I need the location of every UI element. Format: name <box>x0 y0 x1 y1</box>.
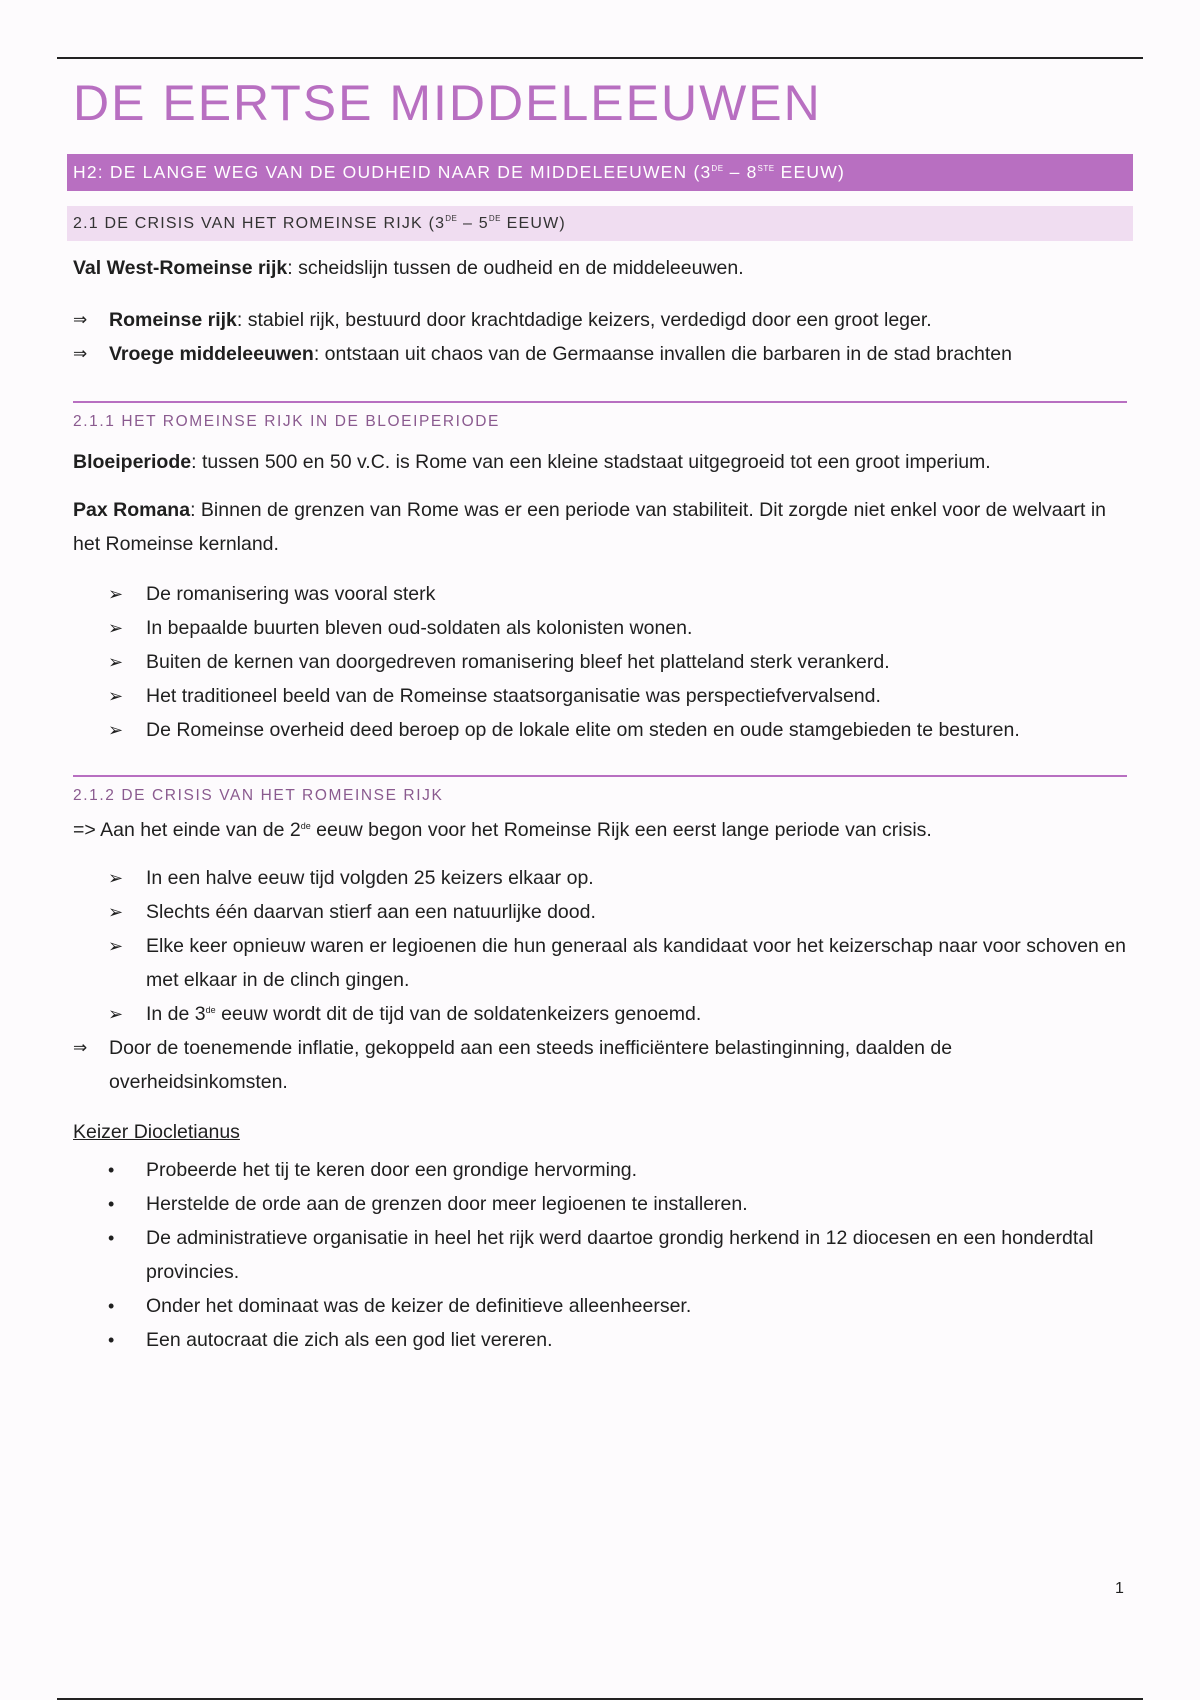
document-title: DE EERTSE MIDDELEEUWEN <box>73 75 822 131</box>
arrow-bullet-icon: ➢ <box>108 618 124 638</box>
subsection-heading-2-1-1: 2.1.1 HET ROMEINSE RIJK IN DE BLOEIPERIODE <box>73 401 1127 433</box>
arrow-bullet-icon: ➢ <box>108 868 124 888</box>
subsection-heading-2-1-2: 2.1.2 DE CRISIS VAN HET ROMEINSE RIJK <box>73 775 1127 807</box>
diocletianus-list <box>73 1153 1133 1357</box>
top-rule <box>57 57 1143 59</box>
arrow-bullet-icon: ➢ <box>108 652 124 672</box>
bloeiperiode-list <box>73 577 1133 747</box>
document-body <box>73 66 1133 1357</box>
implies-arrow-icon: ⇒ <box>73 310 88 329</box>
diocletianus-heading: Keizer Diocletianus <box>73 1121 240 1143</box>
page-number: 1 <box>1115 1580 1124 1597</box>
implies-item: ⇒ Vroege middeleeuwen: ontstaan uit chaos van de Germaanse invallen die barbaren in de stad brachten <box>73 337 1133 371</box>
dot-bullet-icon: • <box>108 1330 115 1350</box>
implies-item: ⇒ Romeinse rijk: stabiel rijk, bestuurd door krachtdadige keizers, verdedigd door een groot leger. <box>73 303 1133 337</box>
section-heading: 2.1 DE CRISIS VAN HET ROMEINSE RIJK (3DE – 5DE EEUW) <box>67 206 1133 241</box>
list-item: ➢ De Romeinse overheid deed beroep op de lokale elite om steden en oude stamgebieden te besturen. <box>73 713 1133 747</box>
list-item: ➢ Buiten de kernen van doorgedreven romanisering bleef het platteland sterk verankerd. <box>73 645 1133 679</box>
list-item: • Herstelde de orde aan de grenzen door meer legioenen te installeren. <box>73 1187 1133 1221</box>
chapter-heading: H2: DE LANGE WEG VAN DE OUDHEID NAAR DE MIDDELEEUWEN (3DE – 8STE EEUW) <box>67 154 1133 191</box>
list-item: • Probeerde het tij te keren door een grondige hervorming. <box>73 1153 1133 1187</box>
dot-bullet-icon: • <box>108 1160 115 1180</box>
arrow-bullet-icon: ➢ <box>108 720 124 740</box>
list-item: • Een autocraat die zich als een god liet vereren. <box>73 1323 1133 1357</box>
dot-bullet-icon: • <box>108 1296 115 1316</box>
list-item: ➢ In bepaalde buurten bleven oud-soldaten als kolonisten wonen. <box>73 611 1133 645</box>
arrow-bullet-icon: ➢ <box>108 584 124 604</box>
list-item: ➢ De romanisering was vooral sterk <box>73 577 1133 611</box>
implies-arrow-icon: ⇒ <box>73 344 88 363</box>
implies-list <box>73 303 1133 371</box>
implies-arrow-icon: ⇒ <box>73 1038 88 1057</box>
crisis-intro: => Aan het einde van de 2de eeuw begon voor het Romeinse Rijk een eerst lange periode van crisis. <box>73 819 932 841</box>
list-item: • Onder het dominaat was de keizer de definitieve alleenheerser. <box>73 1289 1133 1323</box>
dot-bullet-icon: • <box>108 1228 115 1248</box>
bloeiperiode-paragraph: Bloeiperiode: tussen 500 en 50 v.C. is Rome van een kleine stadstaat uitgegroeid tot een groot imperium. <box>73 451 991 473</box>
arrow-bullet-icon: ➢ <box>108 686 124 706</box>
list-item: ➢ Slechts één daarvan stierf aan een natuurlijke dood. <box>73 895 1133 929</box>
intro-paragraph: Val West-Romeinse rijk: scheidslijn tussen de oudheid en de middeleeuwen. <box>73 257 744 279</box>
arrow-bullet-icon: ➢ <box>108 902 124 922</box>
crisis-conclusion: ⇒ Door de toenemende inflatie, gekoppeld aan een steeds inefficiëntere belastinginning, daalden de overheidsinkomsten. <box>73 1031 1133 1099</box>
dot-bullet-icon: • <box>108 1194 115 1214</box>
arrow-bullet-icon: ➢ <box>108 936 124 956</box>
list-item: ➢ Het traditioneel beeld van de Romeinse staatsorganisatie was perspectiefvervalsend. <box>73 679 1133 713</box>
list-item: ➢ In een halve eeuw tijd volgden 25 keizers elkaar op. <box>73 861 1133 895</box>
list-item: ➢ In de 3de eeuw wordt dit de tijd van de soldatenkeizers genoemd. <box>73 997 1133 1031</box>
list-item: ➢ Elke keer opnieuw waren er legioenen die hun generaal als kandidaat voor het keizerschap naar voor schoven en met elkaar in de clinch gingen. <box>73 929 1133 997</box>
list-item: • De administratieve organisatie in heel het rijk werd daartoe grondig herkend in 12 diocesen en een honderdtal provincies. <box>73 1221 1133 1289</box>
arrow-bullet-icon: ➢ <box>108 1004 124 1024</box>
pax-romana-paragraph: Pax Romana: Binnen de grenzen van Rome was er een periode van stabiliteit. Dit zorgde niet enkel voor de welvaart in het Romeinse kernland. <box>73 499 1107 555</box>
crisis-list <box>73 861 1133 1031</box>
